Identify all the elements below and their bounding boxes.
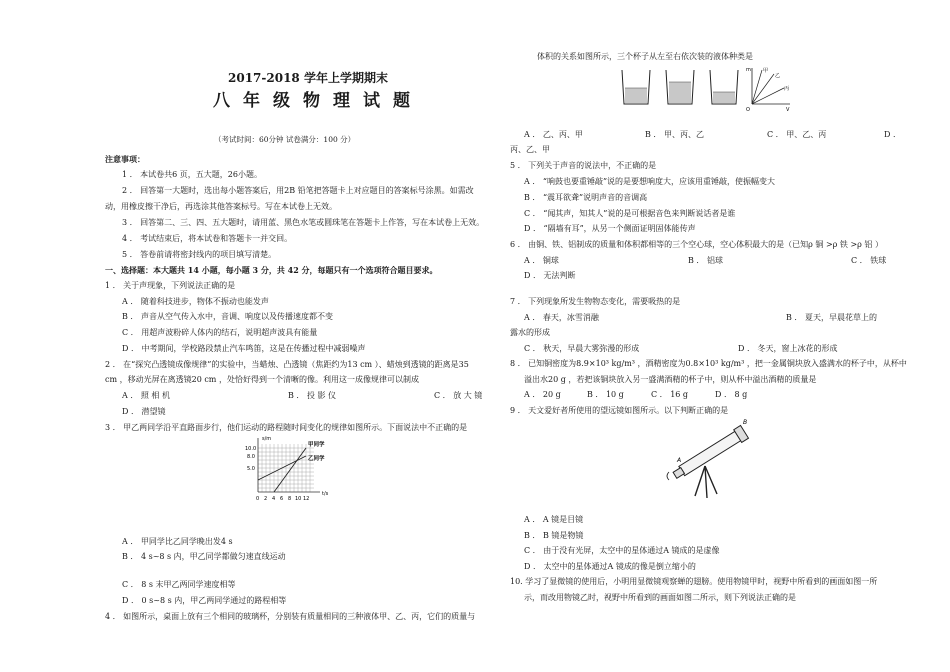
q5-option: D ． “隔墙有耳”，从另一个侧面证明固体能传声: [524, 224, 696, 233]
section1-heading: 一、选择题：本大题共 14 小题，每小题 3 分，共 42 分，每题只有一个选项符合题目要求。: [105, 265, 438, 275]
q8-option: A ． 20 g: [524, 390, 561, 399]
q1-option: C ． 用超声波粉碎人体内的结石，说明超声波具有能量: [122, 328, 318, 337]
notes-heading: 注意事项：: [105, 154, 145, 164]
exam-year-title: 2017-2018 学年上学期期末: [228, 71, 388, 85]
label-v: V: [786, 107, 790, 113]
q6-option: D ． 无法判断: [524, 271, 576, 280]
q3-legend-jia: 甲同学: [308, 442, 325, 448]
q2-option: D ． 潜望镜: [122, 407, 166, 416]
q6-option: C ． 铁球: [851, 256, 887, 265]
note-line: 3 ． 回答第二、三、四、五大题时，请用蓝、黑色水笔或圆珠笔在答题卡上作答，写在本试卷上无效。: [122, 218, 485, 227]
q4-mv-graph: [746, 67, 790, 113]
label-yi: 乙: [775, 73, 781, 79]
q9-stem: 9 ． 天文爱好者所使用的望远镜如图所示。以下判断正确的是: [510, 406, 729, 415]
q7-option: B ． 夏天，早晨花草上的: [786, 313, 877, 322]
q2-option: C ． 放 大 镜: [434, 391, 483, 400]
q9-option: C ． 由于没有光屏，太空中的星体通过A 镜成的是虚像: [524, 546, 720, 555]
label-jia: 甲: [763, 68, 769, 74]
q8-stem: 8 ． 已知铜密度为8.9×10³ kg/m³ ，酒精密度为0.8×10³ kg/m³ ，把一金属铜块放入盛满水的杯子中，从杯中: [510, 359, 907, 368]
note-line: 2 ． 回答第一大题时，选出每小题答案后，用2B 铅笔把答题卡上对应题目的答案标号涂黑。如需改: [122, 186, 474, 195]
label-m: m: [746, 67, 751, 73]
q3-graph: [238, 430, 348, 510]
q4-option: B ． 甲、丙、乙: [645, 130, 704, 139]
q7-option-b-cont: 露水的形成: [510, 328, 550, 337]
q7-option: C ． 秋天，早晨大雾弥漫的形成: [524, 344, 640, 353]
q9-option: A ． A 镜是目镜: [524, 515, 584, 524]
q5-option: C ． “闻其声，知其人”说的是可根据音色来判断说话者是谁: [524, 209, 736, 218]
q3-legend-yi: 乙同学: [308, 456, 325, 462]
q2-stem: 2 ． 在“探究凸透镜成像规律”的实验中，当蜡烛、凸透镜（焦距约为13 cm ）、蜡烛到透镜的距离是35: [105, 360, 469, 369]
q3-option: D ． 0 s~8 s 内，甲乙两同学通过的路程相等: [122, 596, 287, 605]
exam-meta: （考试时间：60分钟 试卷满分：100 分）: [214, 135, 356, 144]
q3-stem: 3 ． 甲乙两同学沿平直路面步行，他们运动的路程随时间变化的规律如图所示。下面说法中不正确的是: [105, 423, 468, 432]
q4-stem: 4 ． 如图所示，桌面上放有三个相同的玻璃杯，分别装有质量相同的三种液体甲、乙、丙，它们的质量与: [105, 612, 476, 621]
q3-x-unit: t/s: [322, 491, 329, 497]
note-line: 动，用橡皮擦干净后，再选涂其他答案标号。写在本试卷上无效。: [105, 202, 337, 211]
q3-x-tick: 0: [256, 496, 260, 502]
q9-label-a: A: [677, 457, 682, 464]
q1-option: B ． 声音从空气传入水中，音调、响度以及传播速度都不变: [122, 312, 333, 321]
note-line: 5 ． 答卷前请将密封线内的项目填写清楚。: [122, 250, 277, 259]
q6-option: A ． 铜球: [524, 256, 559, 265]
q7-stem: 7 ． 下列现象所发生物物态变化，需要吸热的是: [510, 297, 681, 306]
q3-y-tick: 10.0: [245, 446, 257, 452]
q10-stem: 示，而改用物镜乙时，视野中所看到的画面如图二所示，则下列说法正确的是: [524, 593, 796, 602]
q3-x-tick: 4: [272, 496, 276, 502]
q8-option: C ． 16 g: [651, 390, 689, 399]
q10-stem: 10. 学习了显微镜的使用后，小明用显微镜观察蝉的翅膀。使用物镜甲时，视野中所看到的画面如图一所: [510, 577, 878, 586]
q1-option: A ． 随着科技进步，物体不振动也能发声: [122, 297, 269, 306]
q8-option: B ． 10 g: [587, 390, 624, 399]
q3-y-tick: 5.0: [247, 466, 255, 472]
q4-option-d-cont: 丙、乙、甲: [510, 145, 550, 154]
q3-x-tick: 6: [280, 496, 284, 502]
q7-option: A ． 春天，冰雪消融: [524, 313, 599, 322]
q3-x-tick: 8: [288, 496, 292, 502]
beaker-2: [666, 70, 694, 104]
line-jia: [752, 70, 762, 104]
q3-y-tick: 8.0: [247, 454, 255, 460]
q6-stem: 6 ． 由铜、铁、铝制成的质量和体积都相等的三个空心球，空心体积最大的是（已知ρ 铜 >ρ 铁 >ρ 铝 ）: [510, 240, 883, 249]
q4-stem-cont: 体积的关系如图所示，三个杯子从左至右依次装的液体种类是: [537, 52, 753, 61]
q2-option: B ． 投 影 仪: [288, 391, 337, 400]
q3-x-tick: 2: [264, 496, 268, 502]
q3-option: C ． 8 s 末甲乙两同学速度相等: [122, 580, 236, 589]
beaker-1: [622, 70, 650, 104]
q1-stem: 1 ． 关于声现象，下列说法正确的是: [105, 281, 236, 290]
q4-option: A ． 乙、丙、甲: [524, 130, 583, 139]
q3-graph-grid: [258, 444, 314, 492]
q7-option: D ． 冬天，窗上冰花的形成: [738, 344, 838, 353]
q5-option: B ． “震耳欲聋”说明声音的音调高: [524, 193, 648, 202]
q9-option: B ． B 镜是物镜: [524, 531, 584, 540]
q1-option: D ． 中考期间，学校路段禁止汽车鸣笛，这是在传播过程中减弱噪声: [122, 344, 366, 353]
label-bing: 丙: [784, 86, 790, 92]
q5-stem: 5 ． 下列关于声音的说法中，不正确的是: [510, 161, 657, 170]
q4-option: D ．: [884, 130, 901, 139]
telescope-tube: [671, 425, 748, 481]
exam-subject-title: 八年级物理试题: [213, 91, 423, 111]
beaker-3: [710, 70, 738, 104]
q4-option: C ． 甲、乙、丙: [767, 130, 827, 139]
q5-option: A ． “响鼓也要重锤敲”说的是要想响度大，应该用重锤敲，使振幅变大: [524, 177, 776, 186]
q9-option: D ． 太空中的星体通过A 镜成的像是倒立缩小的: [524, 562, 696, 571]
q9-label-b: B: [743, 419, 748, 426]
q6-option: B ． 铝球: [688, 256, 723, 265]
q2-stem: cm ，移动光屏在离透镜20 cm ，处恰好得到一个清晰的像。利用这一成像规律可以制成: [105, 375, 419, 384]
q3-x-tick: 12: [303, 496, 310, 502]
q3-y-unit: s/m: [262, 436, 272, 442]
q8-stem: 溢出水20 g ，若把该铜块放入另一盛满酒精的杯子中，则从杯中溢出酒精的质量是: [524, 375, 817, 384]
q3-x-tick: 10: [295, 496, 302, 502]
note-line: 4 ． 考试结束后，将本试卷和答题卡一并交回。: [122, 234, 293, 243]
tripod-leg: [695, 466, 705, 496]
q9-telescope-figure: [655, 414, 765, 506]
note-line: 1 ． 本试卷共6 页，五大题，26小题。: [122, 170, 262, 179]
q3-option: A ． 甲同学比乙同学晚出发4 s: [122, 537, 233, 546]
line-bing: [752, 88, 784, 104]
q3-option: B ． 4 s~8 s 内，甲乙同学都做匀速直线运动: [122, 552, 286, 561]
label-o: O: [746, 107, 750, 113]
q2-option: A ． 照 相 机: [122, 391, 170, 400]
viewer-eye: [667, 472, 669, 480]
line-yi: [752, 74, 774, 104]
q4-figure: [612, 64, 792, 114]
q8-option: D ． 8 g: [715, 390, 748, 399]
